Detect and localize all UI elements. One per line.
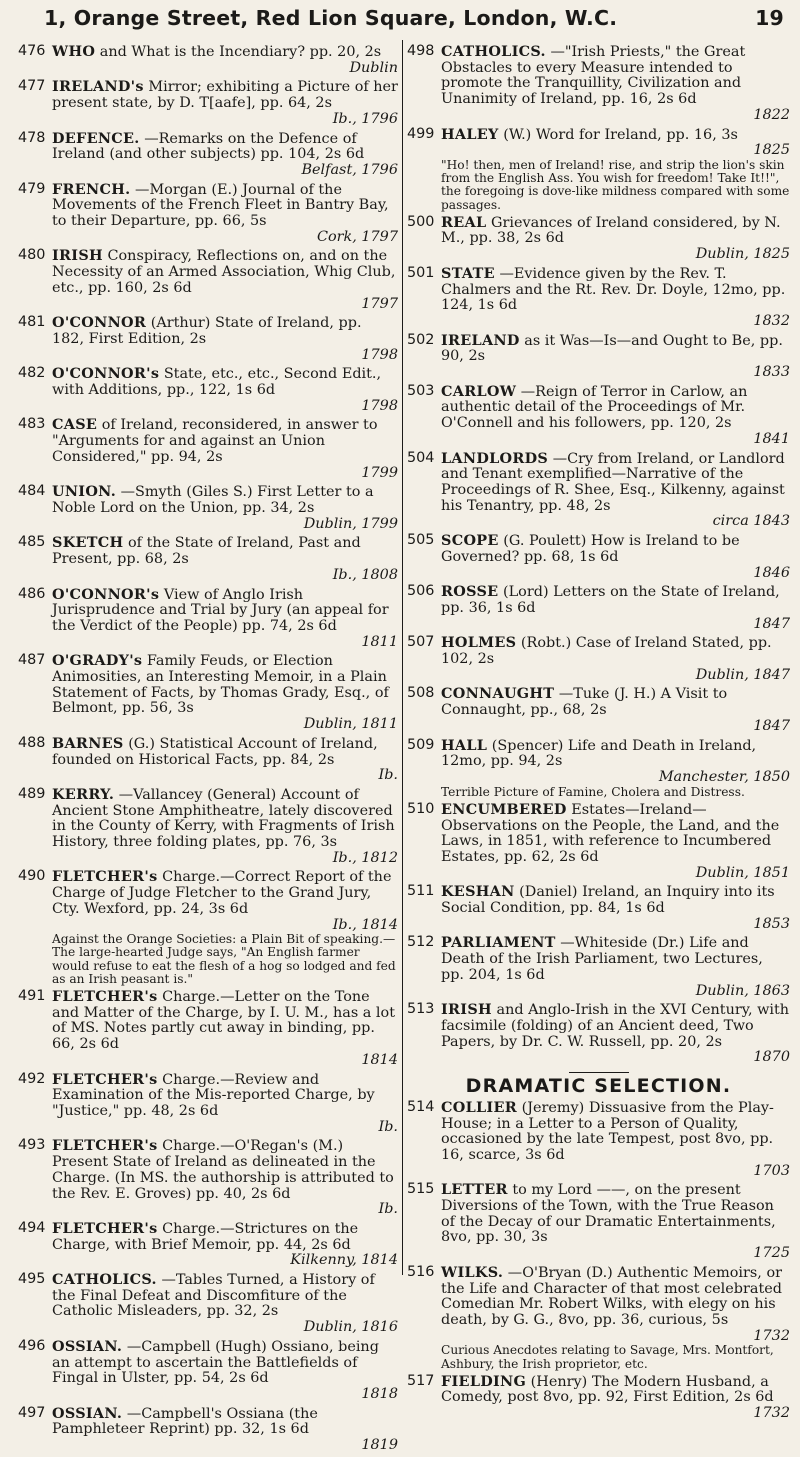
catalogue-entry [18,653,398,733]
entry-description: (G. Poulett) How is Ireland to be Governed? pp. 68, 1s 6d [441,533,740,565]
entry-number: 511 [407,883,435,900]
entry-imprint: 1725 [753,1245,790,1262]
entry-body [441,738,790,770]
entry-imprint: 1846 [753,564,790,581]
entry-body [441,686,790,718]
entry-note: Curious Anecdotes relating to Savage, Mrs. Montfort, Ashbury, the Irish proprietor, etc. [441,1343,774,1371]
entry-description: (Jeremy) Dissuasive from the Play-House; in a Letter to a Person of Quality, occasioned by the late Tempest, post 8vo, pp. 16, scarce, 3s 6d [441,1099,774,1163]
catalogue-entry [407,1002,790,1066]
entry-number: 500 [407,213,435,230]
entry-imprint: 1797 [361,295,398,312]
entry-title: ENCUMBERED [441,800,567,818]
entry-number: 487 [18,652,46,669]
entry-title: FRENCH. [52,180,131,198]
entry-title: FLETCHER's [52,1219,158,1237]
entry-title: FIELDING [441,1372,527,1390]
entry-body [441,266,790,314]
entry-description: Charge.—Review and Examination of the Mis-reported Charge, by "Justice," pp. 48, 2s 6d [52,1071,375,1119]
entry-body [52,44,398,61]
entry-body [52,653,398,717]
entry-description: —Evidence given by the Rev. T. Chalmers and the Rt. Rev. Dr. Doyle, 12mo, pp. 124, 1s 6d [441,265,786,314]
entry-imprint: 1870 [753,1049,790,1066]
catalogue-entry [407,215,790,263]
entry-number: 483 [18,416,46,433]
entry-number: 517 [407,1372,435,1389]
entry-number: 509 [407,736,435,753]
entry-number: 504 [407,449,435,466]
entry-number: 491 [18,988,46,1005]
entry-description: as it Was—Is—and Ought to Be, pp. 90, 2s [441,332,783,365]
entry-title: IRISH [52,247,103,265]
entry-imprint: 1833 [753,364,790,381]
entry-description: Charge.—Letter on the Tone and Matter of the Charge, by I. U. M., has a lot of MS. Notes partly cut away in binding, pp. 66, 2s 6d [52,989,395,1053]
entry-number: 486 [18,585,46,602]
catalogue-entry [407,451,790,531]
catalogue-entry [18,736,398,784]
entry-description: State, etc., etc., Second Edit., with Additions, pp., 122, 1s 6d [52,366,382,399]
entry-imprint: Dublin, 1851 [695,864,790,881]
catalogue-entry [18,587,398,651]
entry-imprint: Ib., 1796 [332,110,398,127]
catalogue-entry [18,44,398,76]
entry-number: 494 [18,1219,46,1236]
catalogue-entry [407,266,790,330]
entry-imprint: 1847 [753,615,790,632]
entry-body [52,131,398,163]
catalogue-entry [407,935,790,999]
catalogue-entry [18,1221,398,1269]
entry-number: 505 [407,532,435,549]
entry-body [52,315,398,347]
entry-body [52,484,398,516]
entry-number: 512 [407,934,435,951]
entry-imprint: Ib., 1812 [332,849,398,866]
entry-imprint: 1799 [361,464,398,481]
entry-number: 493 [18,1137,46,1154]
entry-title: FLETCHER's [52,988,158,1006]
entry-title: DEFENCE. [52,129,140,147]
entry-number: 503 [407,382,435,399]
catalogue-entry [18,417,398,481]
entry-number: 484 [18,483,46,500]
entry-number: 497 [18,1404,46,1421]
entry-title: OSSIAN. [52,1404,123,1422]
page-number: 19 [755,6,784,30]
entry-number: 482 [18,365,46,382]
entry-title: UNION. [52,483,117,501]
entry-body [52,79,398,111]
entry-description: View of Anglo Irish Jurisprudence and Trial by Jury (an appeal for the Verdict of the People) pp. 74, 2s 6d [52,586,389,634]
catalogue-entry [18,1406,398,1454]
entry-number: 495 [18,1271,46,1288]
catalogue-entry [407,533,790,581]
entry-imprint: 1703 [753,1162,790,1179]
entry-description: —Campbell's Ossiana (the Pamphleteer Reprint) pp. 32, 1s 6d [52,1405,318,1438]
entry-description: —"Irish Priests," the Great Obstacles to every Measure intended to promote the Tranquillity, Civilization and Unanimity of Ireland, pp. 16, 2s 6d [441,44,746,108]
entry-number: 513 [407,1001,435,1018]
entry-body [52,869,398,917]
entry-body [52,736,398,768]
entry-imprint: Ib., 1808 [332,566,398,583]
entry-description: Charge.—O'Regan's (M.) Present State of Ireland as delineated in the Charge. (In MS. the authorship is attributed to the Rev. E. Groves) pp. 40, 2s 6d [52,1138,394,1202]
catalogue-entry [18,248,398,312]
left-column [18,44,398,1457]
entry-number: 501 [407,264,435,281]
entry-description: (W.) Word for Ireland, pp. 16, 3s [503,126,738,143]
catalogue-entry [18,182,398,246]
catalogue-entry [18,1272,398,1336]
entry-body [441,1002,790,1050]
entry-description: —Morgan (E.) Journal of the Movements of the French Fleet in Bantry Bay, to their Departure, pp. 66, 5s [52,181,389,230]
entry-body [52,1221,398,1253]
entry-body [441,1374,790,1406]
entry-imprint: 1814 [361,1051,398,1068]
entry-number: 488 [18,734,46,751]
entry-description: —Remarks on the Defence of Ireland (and other subjects) pp. 104, 2s 6d [52,130,365,163]
entry-body [441,802,790,866]
entry-description: to my Lord ——, on the present Diversions of the Town, with the True Reason of the Decay of our Dramatic Entertainments, 8vo, pp. 30, 3s [441,1182,776,1246]
entry-title: STATE [441,264,495,282]
entry-number: 485 [18,534,46,551]
entry-title: SKETCH [52,534,124,552]
entry-description: of the State of Ireland, Past and Present, pp. 68, 2s [52,535,361,568]
entry-body [441,584,790,616]
page-header [44,6,784,30]
entry-title: CATHOLICS. [441,43,546,60]
entry-imprint: circa 1843 [712,513,790,530]
entry-title: BARNES [52,734,124,752]
entry-description: (G.) Statistical Account of Ireland, founded on Historical Facts, pp. 84, 2s [52,735,378,768]
entry-body [52,248,398,296]
entry-note: Terrible Picture of Famine, Cholera and Distress. [441,784,745,799]
entry-title: PARLIAMENT [441,934,556,952]
entry-number: 479 [18,180,46,197]
entry-number: 515 [407,1181,435,1198]
entry-title: REAL [441,213,487,231]
entry-title: COLLIER [441,1098,517,1116]
entry-number: 498 [407,43,435,59]
entry-imprint: 1847 [753,717,790,734]
entry-imprint: Cork, 1797 [316,228,398,245]
entry-description: —Whiteside (Dr.) Life and Death of the Irish Parliament, two Lectures, pp. 204, 1s 6d [441,935,763,983]
catalogue-entry [407,635,790,683]
entry-imprint: 1841 [753,430,790,447]
entry-description: —O'Bryan (D.) Authentic Memoirs, or the Life and Character of that most celebrated Comedian Mr. Robert Wilks, with elegy on his death, by G. G., 8vo, pp. 36, curious, 5s [441,1264,782,1328]
entry-title: FLETCHER's [52,1137,158,1155]
entry-body [441,533,790,565]
entry-number: 496 [18,1337,46,1354]
entry-imprint: Manchester, 1850 [658,768,790,785]
catalogue-entry [18,1138,398,1218]
catalogue-entry [407,738,790,799]
entry-description: —Tables Turned, a History of the Final Defeat and Discomfiture of the Catholic Misleaders, pp. 32, 2s [52,1272,375,1320]
entry-imprint: 1818 [361,1385,398,1402]
entry-body [52,587,398,635]
entry-description: Charge.—Correct Report of the Charge of Judge Fletcher to the Grand Jury, Cty. Wexford, pp. 24, 3s 6d [52,869,392,917]
entry-imprint: 1832 [753,312,790,329]
entry-description: (Spencer) Life and Death in Ireland, 12mo, pp. 94, 2s [441,737,757,770]
entry-title: FLETCHER's [52,1070,158,1088]
entry-title: SCOPE [441,532,499,550]
entry-number: 489 [18,785,46,802]
catalogue-entry [407,884,790,932]
entry-imprint: Dublin, 1847 [695,666,790,683]
entry-body [52,787,398,851]
entry-body [52,366,398,398]
entry-description: Mirror; exhibiting a Picture of her present state, by D. T[aafe], pp. 64, 2s [52,79,398,112]
right-column [407,44,790,1425]
entry-imprint: 1853 [753,915,790,932]
entry-title: O'CONNOR's [52,365,160,383]
entry-title: O'GRADY's [52,652,143,670]
entry-imprint: Ib. [378,1118,398,1135]
entry-number: 516 [407,1263,435,1280]
entry-number: 499 [407,125,435,142]
entry-number: 481 [18,314,46,331]
catalogue-entry [407,44,790,124]
entry-title: IRELAND [441,331,520,349]
entry-imprint: Dublin [349,59,398,76]
entry-number: 502 [407,331,435,348]
entry-title: LETTER [441,1181,508,1199]
entry-body [441,44,790,108]
catalogue-entry [407,1265,790,1371]
entry-title: ROSSE [441,583,499,601]
catalogue-entry [407,1374,790,1422]
entry-body [52,182,398,230]
catalogue-entry [18,131,398,179]
entry-number: 506 [407,583,435,600]
catalogue-entry [407,584,790,632]
entry-body [441,1265,790,1329]
entry-title: FLETCHER's [52,868,158,886]
entry-body [441,1100,790,1164]
entry-body [52,417,398,465]
entry-title: CATHOLICS. [52,1271,157,1289]
entry-title: WILKS. [441,1263,504,1281]
entry-imprint: Dublin, 1863 [695,982,790,999]
entry-description: —Vallancey (General) Account of Ancient Stone Amphitheatre, lately discovered in the County of Kerry, with Fragments of Irish History, three folding plates, pp. 76, 3s [52,786,395,851]
catalogue-entry [18,1072,398,1136]
entry-description: (Lord) Letters on the State of Ireland, pp. 36, 1s 6d [441,584,780,616]
entry-number: 507 [407,634,435,651]
entry-imprint: Dublin, 1816 [303,1319,398,1336]
catalogue-entry [407,1182,790,1262]
entry-title: O'CONNOR's [52,585,160,603]
column-divider [402,40,403,1275]
entry-body [441,884,790,916]
entry-imprint: Ib., 1814 [332,916,398,933]
section-rule [569,1072,629,1073]
entry-imprint: Kilkenny, 1814 [290,1252,398,1269]
entry-imprint: Dublin, 1799 [303,515,398,532]
entry-title: LANDLORDS [441,449,549,467]
entry-body [52,1339,398,1387]
entry-note: "Ho! then, men of Ireland! rise, and strip the lion's skin from the English Ass. You wish for freedom! Take It!!", the foregoing is dove-like mildness compared with some passages. [441,157,790,212]
entry-note: Against the Orange Societies: a Plain Bit of speaking.—The large-hearted Judge says, "An English farmer would refuse to eat the flesh of a hog so lodged and fed as an Irish peasant is." [52,932,396,986]
section-title: DRAMATIC SELECTION. [465,1075,732,1098]
entry-description: —Campbell (Hugh) Ossiano, being an attempt to ascertain the Battlefields of Fingal in Ulster, pp. 54, 2s 6d [52,1338,379,1387]
entry-body [52,1138,398,1202]
entry-number: 492 [18,1070,46,1087]
entry-number: 478 [18,129,46,146]
entry-title: IRISH [441,1001,492,1019]
entry-description: Charge.—Strictures on the Charge, with Brief Memoir, pp. 44, 2s 6d [52,1220,359,1253]
entry-title: HALEY [441,125,499,143]
entry-imprint: 1825 [753,142,790,159]
entry-number: 477 [18,78,46,95]
entry-description: —Cry from Ireland, or Landlord and Tenant exemplified—Narrative of the Proceedings of R. Shee, Esq., Kilkenny, against his Tenantry, pp. 48, 2s [441,450,785,514]
entry-body [441,635,790,667]
entry-body [441,935,790,983]
entry-body [441,1182,790,1246]
catalogue-entry [18,989,398,1069]
entry-title: O'CONNOR [52,314,147,332]
entry-description: of Ireland, reconsidered, in answer to "Arguments for and against an Union Considered," pp. 94, 2s [52,417,378,465]
catalogue-entry [407,802,790,882]
entry-description: Grievances of Ireland considered, by N. M., pp. 38, 2s 6d [441,214,781,247]
entry-body [441,451,790,515]
catalogue-entry [407,1100,790,1180]
entry-body [441,215,790,247]
entry-imprint: Dublin, 1811 [303,716,398,733]
entry-description: (Robt.) Case of Ireland Stated, pp. 102, 2s [441,635,772,668]
entry-title: OSSIAN. [52,1337,123,1355]
entry-description: (Daniel) Ireland, an Inquiry into its Social Condition, pp. 84, 1s 6d [441,884,775,917]
entry-description: and What is the Incendiary? pp. 20, 2s [99,44,382,60]
entry-number: 514 [407,1098,435,1115]
entry-imprint: Belfast, 1796 [301,161,398,178]
entry-body [52,989,398,1053]
entry-title: IRELAND's [52,78,144,96]
catalogue-entry [407,333,790,381]
entry-description: Family Feuds, or Election Animosities, an Interesting Memoir, in a Plain Statement of Facts, by Thomas Grady, Esq., of Belmont, pp. 56, 3s [52,653,389,717]
entry-number: 490 [18,868,46,885]
entry-body [52,1272,398,1320]
entry-body [441,384,790,432]
entry-description: and Anglo-Irish in the XVI Century, with facsimile (folding) of an Ancient deed, Two Papers, by Dr. C. W. Russell, pp. 20, 2s [441,1002,790,1050]
entry-body [441,127,790,144]
entry-body [52,1406,398,1438]
entry-imprint: 1732 [753,1405,790,1422]
catalogue-entry [18,315,398,363]
catalogue-entry [407,686,790,734]
catalogue-entry [18,869,398,986]
catalogue-entry [18,79,398,127]
entry-imprint: 1732 [753,1327,790,1344]
entry-body [52,1072,398,1120]
catalogue-entry [18,535,398,583]
entry-imprint: 1798 [361,346,398,363]
catalogue-entry [18,787,398,867]
entry-number: 476 [18,43,46,59]
entry-title: WHO [52,43,96,60]
entry-body [52,535,398,567]
entry-imprint: Dublin, 1825 [695,246,790,263]
entry-body [441,333,790,365]
catalogue-entry [407,384,790,448]
entry-description: (Henry) The Modern Husband, a Comedy, post 8vo, pp. 92, First Edition, 2s 6d [441,1373,774,1406]
entry-description: —Tuke (J. H.) A Visit to Connaught, pp., 68, 2s [441,686,728,719]
entry-imprint: 1798 [361,397,398,414]
entry-number: 480 [18,247,46,264]
entry-title: CARLOW [441,382,517,400]
entry-title: HOLMES [441,634,517,652]
entry-imprint: Ib. [378,767,398,784]
entry-title: HALL [441,736,488,754]
entry-title: KERRY. [52,785,115,803]
entry-imprint: Ib. [378,1201,398,1218]
entry-description: (Arthur) State of Ireland, pp. 182, First Edition, 2s [52,315,362,347]
entry-description: —Smyth (Giles S.) First Letter to a Noble Lord on the Union, pp. 34, 2s [52,484,374,516]
entry-number: 510 [407,800,435,817]
page-address: 1, Orange Street, Red Lion Square, London, W.C. [44,6,618,30]
entry-imprint: 1819 [361,1437,398,1454]
catalogue-entry [18,484,398,532]
entry-title: CONNAUGHT [441,685,555,703]
entry-imprint: 1811 [361,633,398,650]
entry-title: CASE [52,416,98,434]
entry-description: Estates—Ireland—Observations on the People, the Land, and the Laws, in 1851, with reference to Incumbered Estates, pp. 62, 2s 6d [441,801,780,865]
catalogue-entry [18,366,398,414]
entry-title: KESHAN [441,883,515,901]
entry-description: Conspiracy, Reflections on, and on the Necessity of an Armed Association, Whig Club, etc., pp. 160, 2s 6d [52,248,396,296]
entry-number: 508 [407,685,435,702]
catalogue-entry [407,127,790,212]
entry-imprint: 1822 [753,106,790,123]
catalogue-entry [18,1339,398,1403]
entry-description: —Reign of Terror in Carlow, an authentic detail of the Proceedings of Mr. O'Connell and his followers, pp. 120, 2s [441,383,748,432]
